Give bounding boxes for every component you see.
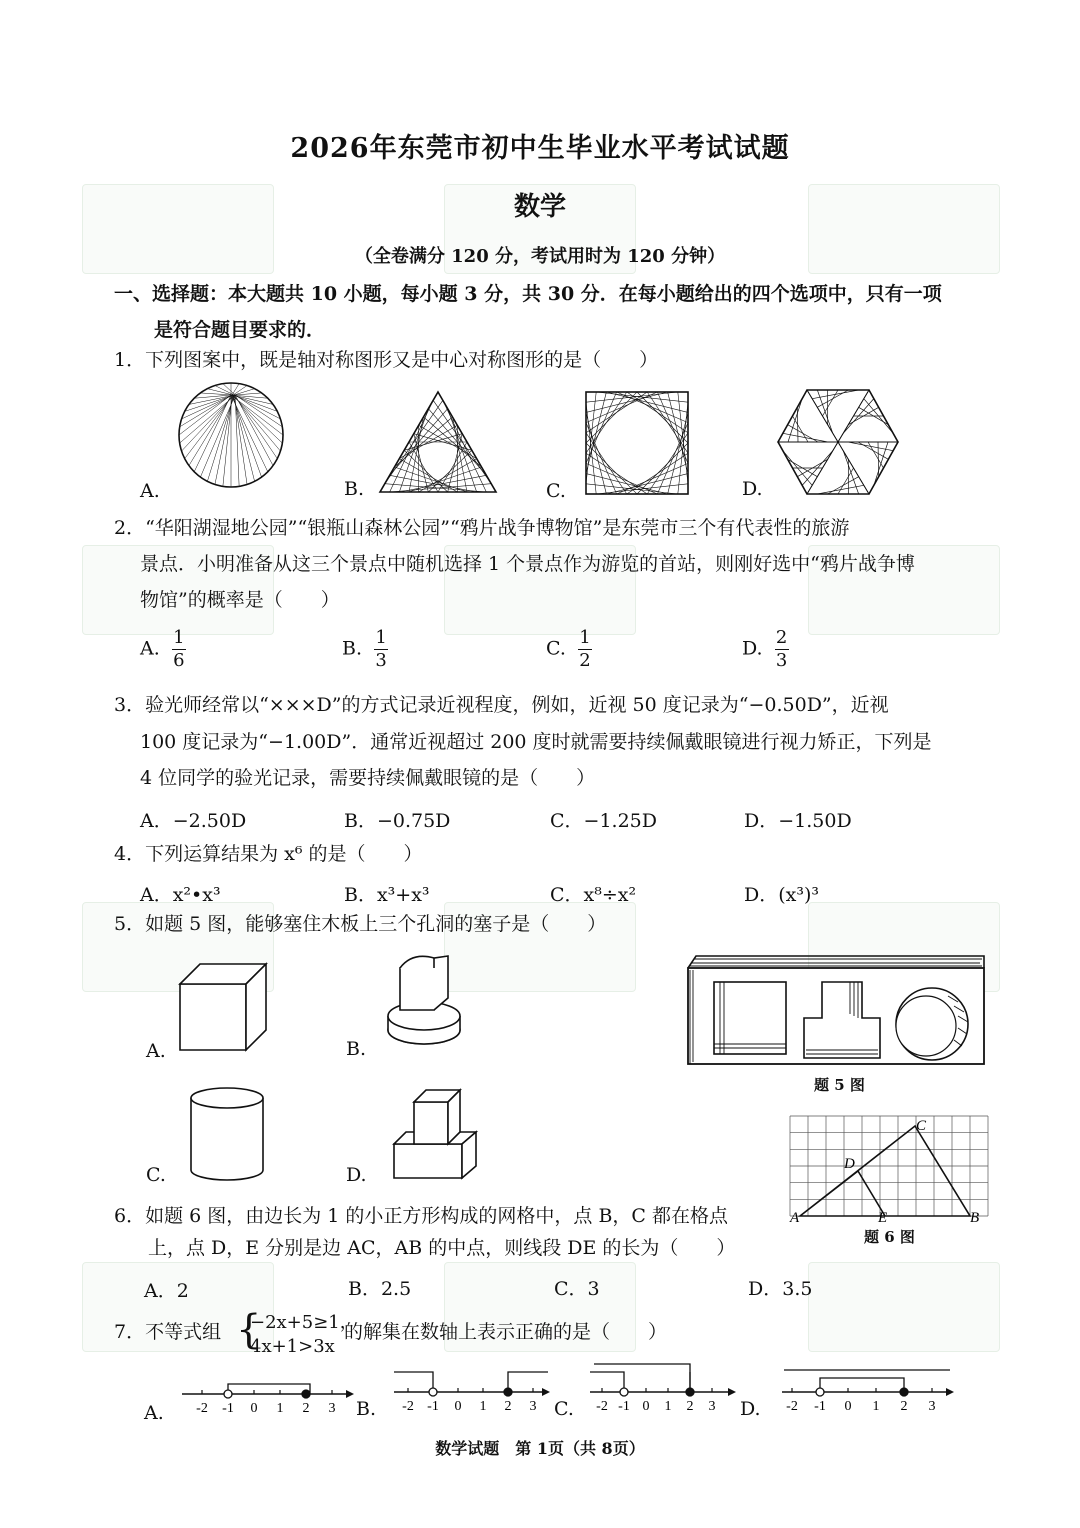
tick-label: 0 [454, 1399, 462, 1414]
tick-label: 2 [686, 1399, 694, 1414]
q6-option-a[interactable]: A．2 [144, 1280, 189, 1302]
tick-label: 2 [900, 1399, 908, 1414]
tick-label: 1 [479, 1399, 487, 1414]
point-label-b: B [970, 1210, 980, 1224]
watermark [808, 1262, 1000, 1352]
q1-option-b[interactable]: B. [344, 478, 365, 500]
pattern-line [200, 393, 232, 395]
axis-arrow [728, 1388, 736, 1396]
q1-figure-d [776, 388, 900, 496]
tick-label: 3 [928, 1399, 936, 1414]
q7-option-d[interactable]: D. [740, 1398, 761, 1420]
tick-label: -1 [222, 1401, 234, 1416]
q4-option-d[interactable]: D．(x³)³ [744, 884, 820, 906]
pattern-line [586, 433, 627, 494]
tick-label: 3 [529, 1399, 537, 1414]
q1-figure-a [176, 380, 286, 490]
q2-option-a-label: A. [140, 637, 160, 660]
pattern-line [234, 395, 247, 484]
section-heading-cont: 是符合题目要求的． [154, 319, 326, 341]
tick-label: 0 [844, 1399, 852, 1414]
tick-label: -1 [427, 1399, 439, 1414]
q4-option-a[interactable]: A．x²•x³ [140, 884, 221, 906]
q7-inequality-2: 4x+1>3x [250, 1336, 335, 1357]
q7-number-line-a [180, 1362, 356, 1418]
endpoint-marker [224, 1390, 232, 1398]
q2-line1: 2．“华阳湖湿地公园”“银瓶山森林公园”“鸦片战争博物馆”是东莞市三个有代表性的旅游 [114, 517, 850, 539]
axis-arrow [346, 1390, 354, 1398]
string-art-pattern [586, 392, 688, 494]
q5-option-d[interactable]: D. [346, 1164, 367, 1186]
q5-caption: 题 5 图 [814, 1076, 865, 1094]
tick-label: 3 [708, 1399, 716, 1414]
tick-label: -2 [402, 1399, 414, 1414]
pattern-line [627, 453, 688, 494]
pattern-line [617, 463, 688, 494]
tick-label: 0 [642, 1399, 650, 1414]
pattern-line [207, 395, 234, 481]
point-label-c: C [916, 1118, 927, 1134]
point-label-d: D [844, 1156, 855, 1172]
q5-option-b[interactable]: B. [346, 1038, 367, 1060]
tick-label: 1 [664, 1399, 672, 1414]
q3-line2: 100 度记录为“−1.00D”．通常近视超过 200 度时就需要持续佩戴眼镜进行视力矫正，下列是 [140, 731, 932, 753]
denominator: 2 [579, 650, 591, 671]
q5-cylinder-figure [188, 1086, 266, 1182]
q2-option-c[interactable] [546, 628, 592, 671]
fraction [374, 628, 388, 671]
q6-option-c[interactable]: C．3 [554, 1278, 600, 1300]
q6-option-d[interactable]: D．3.5 [748, 1278, 813, 1300]
endpoint-marker [620, 1388, 628, 1396]
q2-option-a[interactable] [140, 628, 186, 671]
q1-option-d[interactable]: D. [742, 478, 763, 500]
tick-label: 1 [872, 1399, 880, 1414]
tick-label: -1 [618, 1399, 630, 1414]
pattern-line [185, 395, 233, 459]
q1-option-a[interactable]: A. [140, 480, 160, 502]
endpoint-marker [900, 1388, 908, 1396]
denominator: 6 [173, 650, 185, 671]
solution-ray [228, 1384, 310, 1394]
fraction [172, 628, 186, 671]
q6-option-b[interactable]: B．2.5 [348, 1278, 412, 1300]
endpoint-marker [686, 1388, 694, 1396]
pattern-line [647, 392, 688, 453]
q5-option-c[interactable]: C. [146, 1164, 166, 1186]
fraction [578, 628, 592, 671]
tick-label: -1 [814, 1399, 826, 1414]
tick-label: -2 [596, 1399, 608, 1414]
pattern-line [234, 395, 277, 459]
numerator: 1 [579, 627, 591, 648]
pattern-line [668, 392, 688, 474]
left-brace: { [236, 1307, 262, 1353]
tick-label: -2 [786, 1399, 798, 1414]
solution-ray [590, 1372, 624, 1392]
q5-t-shape-figure [384, 950, 464, 1054]
pattern-line [414, 434, 429, 492]
tick-label: 1 [276, 1401, 284, 1416]
q7-option-c[interactable]: C. [554, 1398, 574, 1420]
q1-figure-b [378, 390, 498, 494]
endpoint-marker [429, 1388, 437, 1396]
q2-option-b[interactable] [342, 628, 388, 671]
q7-inequality-1: −2x+5≥1， [250, 1312, 358, 1333]
point-label-e: E [878, 1210, 888, 1224]
q2-line3: 物馆”的概率是（ ） [140, 589, 340, 611]
denominator: 3 [375, 650, 387, 671]
pattern-line [586, 392, 668, 412]
axis-arrow [946, 1388, 954, 1396]
exam-title: 2026年东莞市初中生毕业水平考试试题 [290, 133, 790, 164]
pattern-line [586, 412, 606, 494]
q3-option-c[interactable]: C．−1.25D [550, 810, 657, 832]
pattern-line [235, 395, 282, 427]
q3-option-b[interactable]: B．−0.75D [344, 810, 451, 832]
q7-prefix: 7．不等式组 [114, 1321, 222, 1343]
q4-option-b[interactable]: B．x³+x³ [344, 884, 430, 906]
q3-line3: 4 位同学的验光记录，需要持续佩戴眼镜的是（ ） [140, 767, 596, 789]
q5-option-a[interactable]: A. [146, 1040, 166, 1062]
pattern-line [223, 384, 235, 395]
q7-option-a[interactable]: A. [144, 1402, 164, 1424]
numerator: 2 [775, 627, 788, 648]
tick-label: 0 [250, 1401, 258, 1416]
tick-label: 2 [302, 1401, 310, 1416]
q2-option-d[interactable] [742, 628, 789, 671]
q6-line1: 6．如题 6 图，由边长为 1 的小正方形构成的网格中，点 B，C 都在格点 [114, 1205, 729, 1227]
axis-arrow [542, 1388, 550, 1396]
fraction [775, 628, 789, 671]
tick-label: 2 [504, 1399, 512, 1414]
point-label-a: A [790, 1210, 800, 1224]
tick-label: -2 [196, 1401, 208, 1416]
solution-ray [394, 1372, 433, 1392]
tick-label: 3 [328, 1401, 336, 1416]
q7-number-line-d [780, 1360, 956, 1416]
endpoint-marker [302, 1390, 310, 1398]
q7-number-line-b [392, 1360, 552, 1416]
q1-option-c[interactable]: C. [546, 480, 566, 502]
solution-ray [820, 1378, 904, 1392]
pattern-line [180, 395, 232, 427]
q5-cube-figure [176, 962, 270, 1052]
numerator: 1 [375, 627, 387, 648]
endpoint-marker [816, 1388, 824, 1396]
page-footer: 数学试题 第 1页（共 8页） [435, 1439, 645, 1458]
q6-caption: 题 6 图 [864, 1228, 915, 1246]
exam-subject: 数学 [513, 192, 566, 222]
q5-stem: 5．如题 5 图，能够塞住木板上三个孔洞的塞子是（ ） [114, 913, 607, 935]
q1-stem: 1．下列图案中，既是轴对称图形又是中心对称图形的是（ ） [114, 349, 659, 371]
exam-note: （全卷满分 120 分，考试用时为 120 分钟） [354, 246, 726, 267]
q7-suffix: 的解集在数轴上表示正确的是（ ） [344, 1321, 668, 1343]
q6-line2: 上，点 D，E 分别是边 AC，AB 的中点，则线段 DE 的长为（ ） [148, 1237, 736, 1259]
pattern-line [586, 392, 647, 433]
numerator: 1 [173, 627, 185, 648]
q3-line1: 3．验光师经常以“×××D”的方式记录近视程度，例如，近视 50 度记录为“−0.50D”，近视 [114, 694, 889, 716]
pattern-line [586, 423, 617, 494]
q1-figure-c [584, 390, 690, 496]
section-heading: 一、选择题：本大题共 10 小题，每小题 3 分，共 30 分．在每小题给出的四个选项中，只有一项 [114, 283, 942, 305]
q6-grid-figure [788, 1114, 992, 1224]
q3-option-d[interactable]: D．−1.50D [744, 810, 852, 832]
q7-option-b[interactable]: B. [356, 1398, 377, 1420]
q5-stacked-blocks-figure [388, 1086, 484, 1182]
q2-option-b-label: B. [342, 637, 363, 660]
q2-option-d-label: D. [742, 637, 763, 660]
pattern-line [657, 392, 688, 463]
q7-number-line-c [588, 1360, 738, 1416]
string-art-pattern [380, 392, 496, 492]
q5-board-figure [686, 954, 988, 1068]
pattern-line [200, 395, 235, 477]
q3-option-a[interactable]: A．−2.50D [140, 810, 247, 832]
endpoint-marker [504, 1388, 512, 1396]
q2-line2: 景点．小明准备从这三个景点中随机选择 1 个景点作为游览的首站，则刚好选中“鸦片战争博 [140, 553, 915, 575]
q4-option-c[interactable]: C．x⁸÷x² [550, 884, 637, 906]
pattern-line [606, 474, 688, 494]
q2-option-c-label: C. [546, 637, 566, 660]
denominator: 3 [775, 650, 788, 671]
q4-stem: 4．下列运算结果为 x⁶ 的是（ ） [114, 843, 423, 865]
solution-ray [594, 1364, 690, 1392]
pattern-line [586, 392, 657, 423]
